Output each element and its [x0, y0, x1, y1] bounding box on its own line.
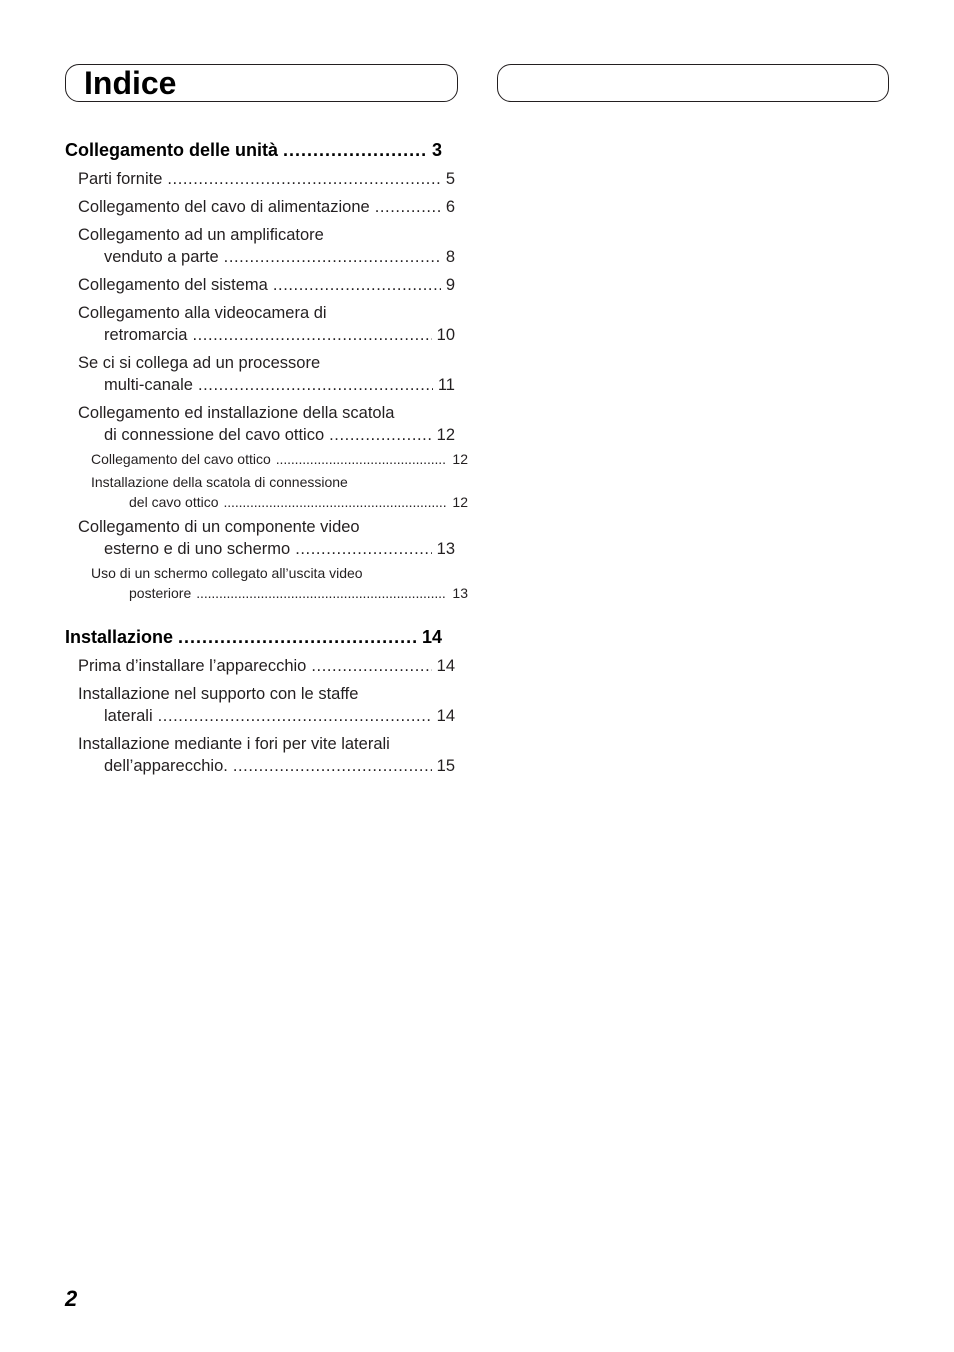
toc-page-number: 12 [452, 451, 468, 467]
toc-entry-text: venduto a parte [104, 248, 219, 266]
toc-page-number: 6 [445, 198, 455, 216]
toc-section-title: Collegamento delle unità [65, 140, 279, 160]
dot-leader [276, 449, 448, 469]
table-of-contents [65, 138, 468, 777]
toc-entry-text: Collegamento ed installazione della scatola [78, 404, 395, 422]
toc-entry[interactable] [65, 302, 455, 346]
toc-entry-text: esterno e di uno schermo [104, 540, 291, 558]
toc-entry[interactable] [65, 516, 455, 560]
dot-leader [167, 168, 440, 190]
dot-leader [283, 138, 427, 162]
blank-header-frame [497, 64, 889, 102]
toc-page-number: 12 [436, 426, 455, 444]
toc-section-heading[interactable] [65, 138, 442, 162]
toc-entry-text: Collegamento del sistema [78, 276, 268, 294]
dot-leader [198, 374, 433, 396]
dot-leader [224, 492, 448, 512]
toc-entry-text: Installazione della scatola di connessione [91, 474, 348, 490]
toc-entry[interactable] [65, 196, 455, 218]
toc-section [65, 138, 468, 603]
toc-entry[interactable] [65, 733, 455, 777]
toc-page-number: 8 [445, 248, 455, 266]
dot-leader [375, 196, 441, 218]
toc-entry-text: Collegamento alla videocamera di [78, 304, 327, 322]
dot-leader [273, 274, 441, 296]
toc-section-heading[interactable] [65, 625, 442, 649]
toc-entry[interactable] [65, 402, 455, 446]
dot-leader [192, 324, 431, 346]
toc-page-number: 14 [436, 707, 455, 725]
toc-entry-text: Collegamento ad un amplificatore [78, 226, 324, 244]
toc-page-number: 11 [437, 376, 455, 394]
toc-section-title: Installazione [65, 627, 174, 647]
title-frame [65, 64, 458, 102]
dot-leader [311, 655, 431, 677]
dot-leader [224, 246, 441, 268]
toc-entry[interactable] [65, 683, 455, 727]
toc-page-number: 9 [445, 276, 455, 294]
toc-entry[interactable] [65, 352, 455, 396]
toc-page-number: 3 [431, 140, 442, 160]
toc-entry-text: Parti fornite [78, 170, 163, 188]
toc-entry-text: Uso di un schermo collegato all’uscita video [91, 565, 363, 581]
toc-entry-text: del cavo ottico [129, 494, 219, 510]
page-title: Indice [84, 65, 177, 101]
dot-leader [196, 583, 447, 603]
toc-entry[interactable] [65, 655, 455, 677]
toc-entry-text: Prima d’installare l’apparecchio [78, 657, 307, 675]
toc-entry-text: Installazione nel supporto con le staffe [78, 685, 359, 703]
toc-entry-text: Installazione mediante i fori per vite laterali [78, 735, 390, 753]
toc-entry-text: multi-canale [104, 376, 193, 394]
toc-page-number: 13 [452, 585, 468, 601]
toc-entry-text: dell’apparecchio. [104, 757, 228, 775]
toc-entry-text: posteriore [129, 585, 192, 601]
toc-page-number: 15 [436, 757, 455, 775]
toc-page-number: 13 [436, 540, 455, 558]
dot-leader [178, 625, 417, 649]
toc-entry-text: retromarcia [104, 326, 188, 344]
toc-entry[interactable] [65, 449, 468, 469]
toc-entry[interactable] [65, 224, 455, 268]
page-number: 2 [65, 1286, 78, 1311]
toc-entry-text: di connessione del cavo ottico [104, 426, 325, 444]
toc-section [65, 625, 455, 777]
toc-entry-text: Collegamento del cavo ottico [91, 451, 271, 467]
dot-leader [158, 705, 432, 727]
dot-leader [295, 538, 431, 560]
toc-entry[interactable] [65, 472, 468, 512]
toc-entry-text: laterali [104, 707, 153, 725]
toc-entry[interactable] [65, 168, 455, 190]
dot-leader [329, 424, 432, 446]
toc-page-number: 14 [436, 657, 455, 675]
toc-page-number: 12 [452, 494, 468, 510]
toc-page-number: 14 [421, 627, 442, 647]
toc-page-number: 10 [436, 326, 455, 344]
dot-leader [233, 755, 432, 777]
toc-entry-text: Collegamento del cavo di alimentazione [78, 198, 370, 216]
toc-entry-text: Collegamento di un componente video [78, 518, 360, 536]
toc-entry-text: Se ci si collega ad un processore [78, 354, 321, 372]
toc-page-number: 5 [445, 170, 455, 188]
toc-entry[interactable] [65, 563, 468, 603]
toc-entry[interactable] [65, 274, 455, 296]
